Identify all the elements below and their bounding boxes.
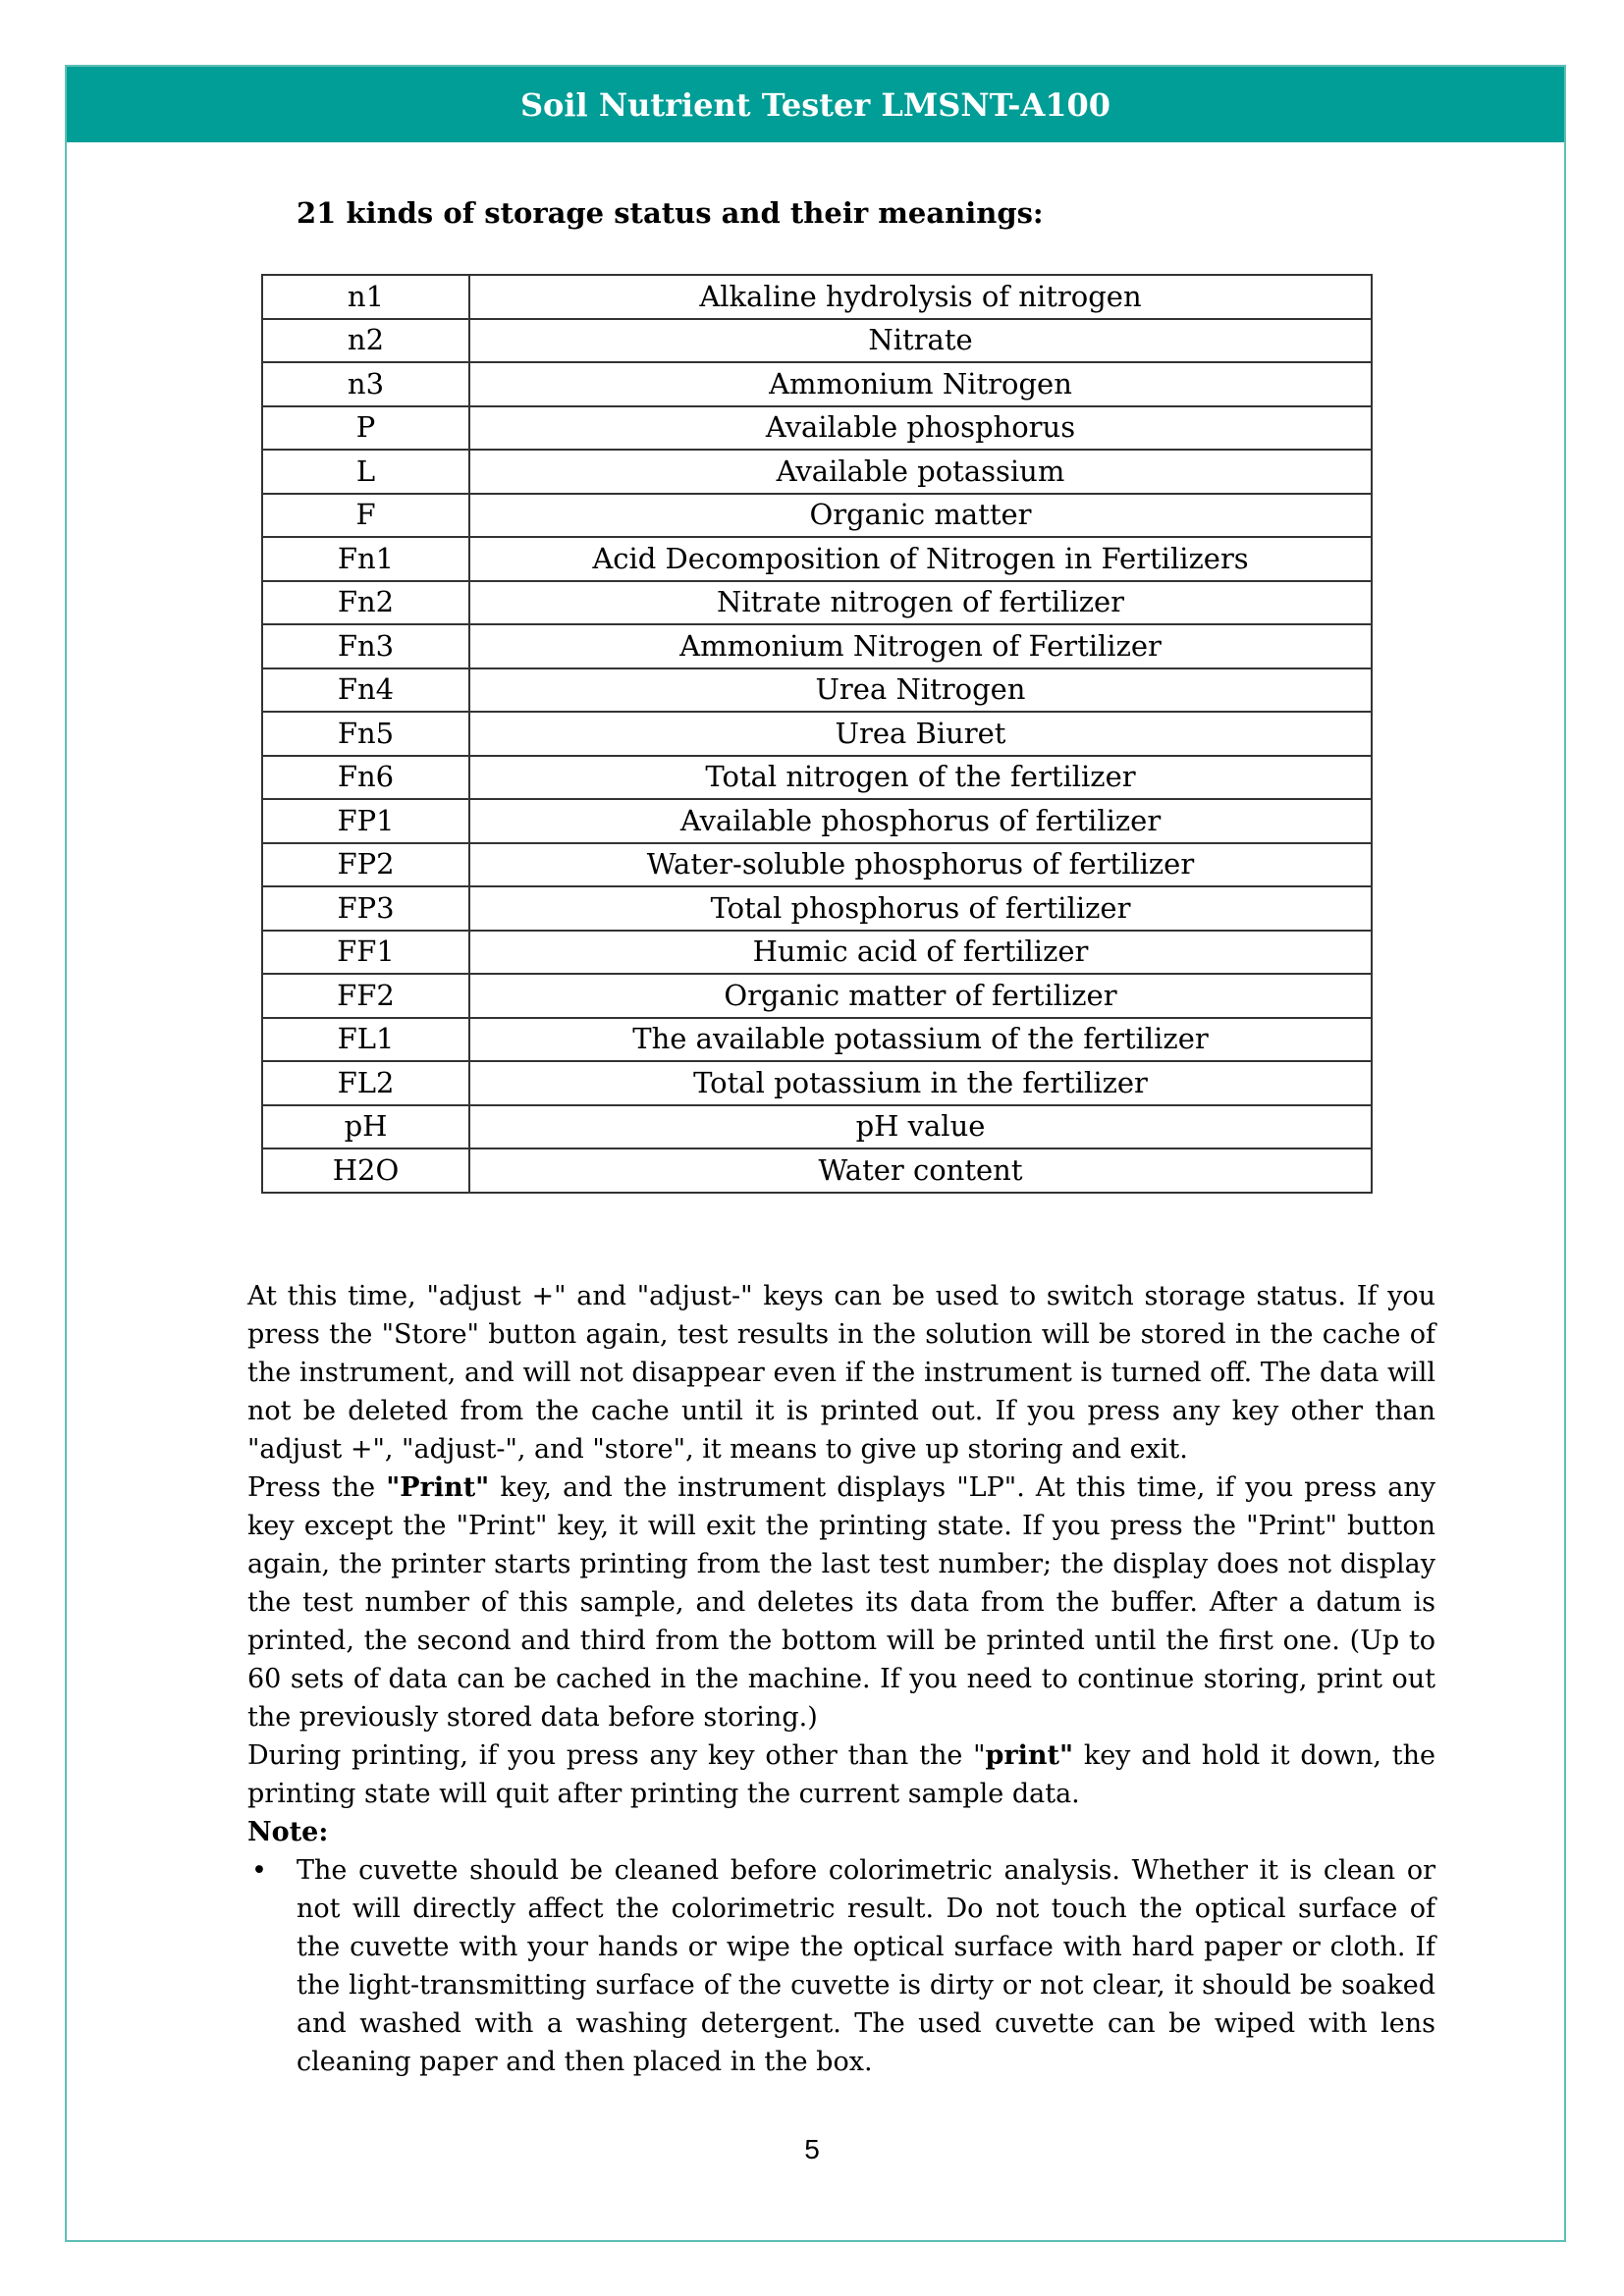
- status-meaning-cell: Available phosphorus of fertilizer: [469, 799, 1372, 843]
- status-code-cell: FF2: [262, 974, 469, 1018]
- storage-status-table: [261, 274, 1373, 1194]
- status-code-cell: Fn4: [262, 668, 469, 713]
- status-code-cell: H2O: [262, 1148, 469, 1193]
- status-meaning-cell: Total potassium in the fertilizer: [469, 1061, 1372, 1105]
- status-meaning-cell: Available phosphorus: [469, 406, 1372, 451]
- status-code-cell: n2: [262, 319, 469, 363]
- body-text: [247, 1277, 1435, 2081]
- section-heading: 21 kinds of storage status and their meanings:: [297, 196, 1044, 230]
- table-row: [262, 362, 1372, 406]
- note-label: Note:: [247, 1817, 329, 1847]
- status-code-cell: FP3: [262, 886, 469, 931]
- status-meaning-cell: Alkaline hydrolysis of nitrogen: [469, 275, 1372, 319]
- table-row: [262, 450, 1372, 494]
- status-code-cell: F: [262, 494, 469, 538]
- status-code-cell: FL2: [262, 1061, 469, 1105]
- note-item: [247, 1851, 1435, 2081]
- status-meaning-cell: The available potassium of the fertilizer: [469, 1018, 1372, 1062]
- status-code-cell: Fn3: [262, 624, 469, 668]
- paragraph-printing-text-b: key and hold it down, the printing state will quit after printing the current sample data.: [247, 1740, 1436, 1809]
- header-band: [67, 67, 1564, 142]
- status-meaning-cell: Water-soluble phosphorus of fertilizer: [469, 843, 1372, 887]
- status-meaning-cell: Urea Nitrogen: [469, 668, 1372, 713]
- status-meaning-cell: Total nitrogen of the fertilizer: [469, 756, 1372, 800]
- note-item-text: The cuvette should be cleaned before colorimetric analysis. Whether it is clean or not will directly affect the colorimetric result. Do not touch the optical surface of the cuvette with your hands or wipe the optical surface with hard paper or cloth. If the light-transmitting surface of the cuvette is dirty or not clear, it should be soaked and washed with a washing detergent. The used cuvette can be wiped with lens cleaning paper and then placed in the box.: [297, 1855, 1435, 2077]
- paragraph-store: At this time, "adjust +" and "adjust-" keys can be used to switch storage status. If you press the "Store" button again, test results in the solution will be stored in the cache of the instrument, and will not disappear even if the instrument is turned off. The data will not be deleted from the cache until it is printed out. If you press any key other than "adjust +", "adjust-", and "store", it means to give up storing and exit.: [247, 1281, 1435, 1465]
- status-code-cell: n1: [262, 275, 469, 319]
- table-row: [262, 931, 1372, 975]
- status-meaning-cell: Nitrate nitrogen of fertilizer: [469, 581, 1372, 625]
- status-code-cell: Fn5: [262, 712, 469, 756]
- table-row: [262, 1018, 1372, 1062]
- status-code-cell: P: [262, 406, 469, 451]
- table-row: [262, 756, 1372, 800]
- paragraph-print: [247, 1468, 1435, 1736]
- status-code-cell: pH: [262, 1105, 469, 1149]
- status-meaning-cell: Water content: [469, 1148, 1372, 1193]
- table-row: [262, 494, 1372, 538]
- table-row: [262, 668, 1372, 713]
- table-row: [262, 843, 1372, 887]
- paragraph-printing-text-a: During printing, if you press any key other than the ": [247, 1740, 986, 1771]
- table-row: [262, 974, 1372, 1018]
- status-meaning-cell: Ammonium Nitrogen of Fertilizer: [469, 624, 1372, 668]
- bullet-icon: •: [251, 1855, 267, 1886]
- status-meaning-cell: Acid Decomposition of Nitrogen in Fertilizers: [469, 537, 1372, 581]
- status-code-cell: FL1: [262, 1018, 469, 1062]
- status-meaning-cell: pH value: [469, 1105, 1372, 1149]
- paragraph-print-text-a: Press the: [247, 1472, 387, 1503]
- status-meaning-cell: Organic matter of fertilizer: [469, 974, 1372, 1018]
- table-row: [262, 1061, 1372, 1105]
- print-key-label: "Print": [386, 1472, 490, 1503]
- status-code-cell: Fn1: [262, 537, 469, 581]
- document-title: Soil Nutrient Tester LMSNT-A100: [519, 85, 1111, 124]
- status-meaning-cell: Available potassium: [469, 450, 1372, 494]
- paragraph-print-text-b: key, and the instrument displays "LP". At this time, if you press any key except the "Print" key, it will exit the printing state. If you press the "Print" button again, the printer starts printing from the last test number; the display does not display the test number of this sample, and deletes its data from the buffer. After a datum is printed, the second and third from the bottom will be printed until the first one. (Up to 60 sets of data can be cached in the machine. If you need to continue storing, print out the previously stored data before storing.): [247, 1472, 1435, 1733]
- table-row: [262, 1105, 1372, 1149]
- note-list: [247, 1851, 1435, 2081]
- status-code-cell: Fn2: [262, 581, 469, 625]
- table-row: [262, 886, 1372, 931]
- table-row: [262, 624, 1372, 668]
- status-code-cell: FP1: [262, 799, 469, 843]
- table-row: [262, 319, 1372, 363]
- print-key-label-2: print": [985, 1740, 1074, 1771]
- table-row: [262, 537, 1372, 581]
- status-meaning-cell: Nitrate: [469, 319, 1372, 363]
- table-row: [262, 799, 1372, 843]
- table-row: [262, 1148, 1372, 1193]
- status-code-cell: FP2: [262, 843, 469, 887]
- page-number: 5: [804, 2134, 820, 2164]
- table-row: [262, 275, 1372, 319]
- status-code-cell: FF1: [262, 931, 469, 975]
- table-row: [262, 581, 1372, 625]
- table-row: [262, 712, 1372, 756]
- status-code-cell: L: [262, 450, 469, 494]
- paragraph-printing: [247, 1736, 1435, 1813]
- status-meaning-cell: Humic acid of fertilizer: [469, 931, 1372, 975]
- status-meaning-cell: Organic matter: [469, 494, 1372, 538]
- status-meaning-cell: Urea Biuret: [469, 712, 1372, 756]
- status-meaning-cell: Ammonium Nitrogen: [469, 362, 1372, 406]
- status-meaning-cell: Total phosphorus of fertilizer: [469, 886, 1372, 931]
- table-row: [262, 406, 1372, 451]
- status-code-cell: n3: [262, 362, 469, 406]
- status-code-cell: Fn6: [262, 756, 469, 800]
